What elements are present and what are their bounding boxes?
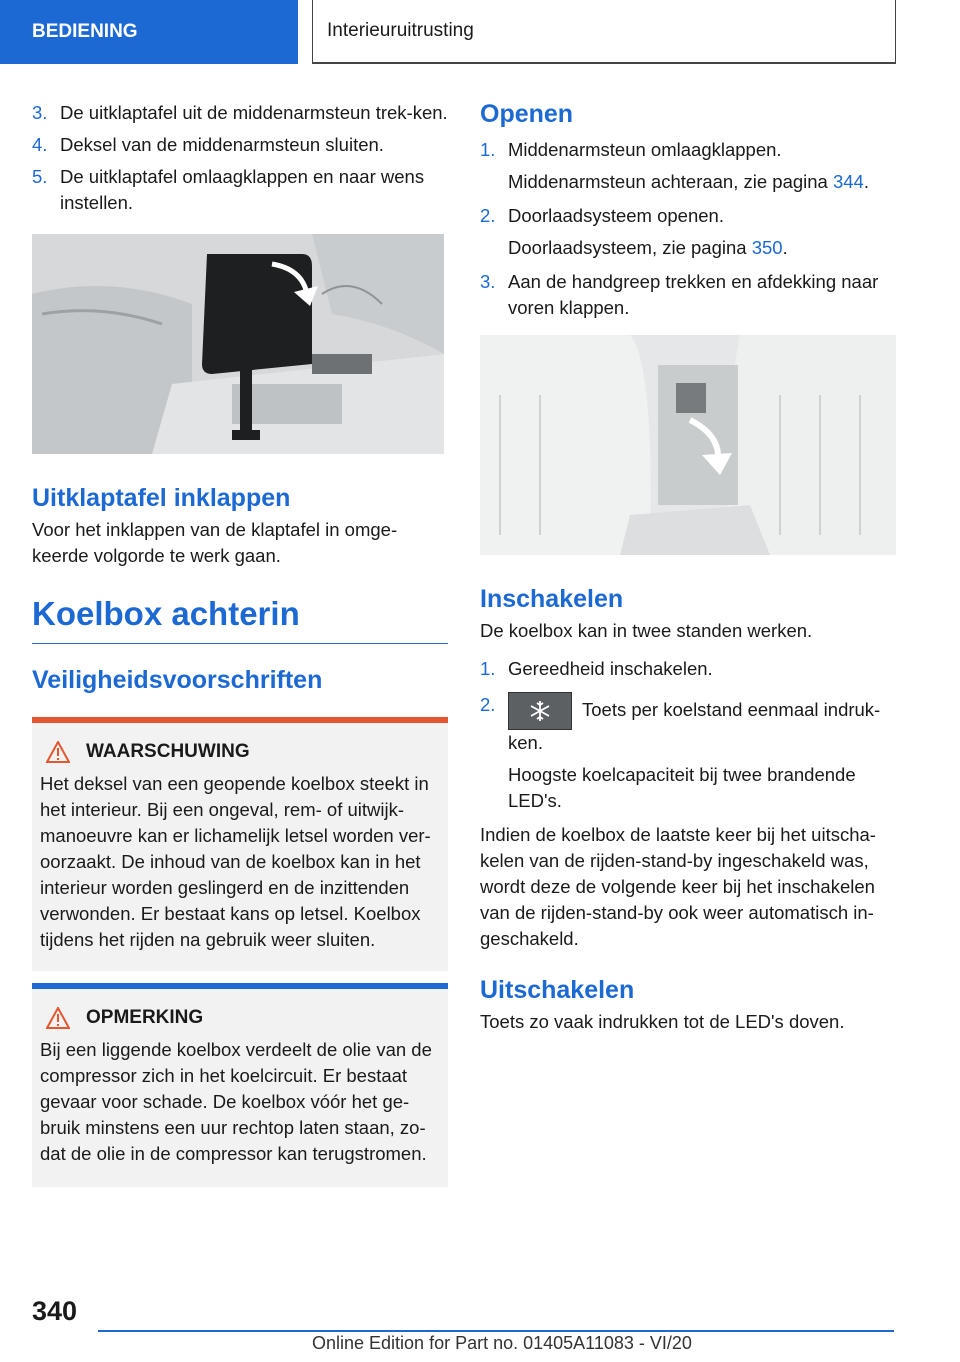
warning-title-text: WAARSCHUWING bbox=[86, 741, 250, 762]
step-text: Doorlaadsysteem openen. bbox=[508, 205, 724, 226]
notice-icon bbox=[46, 1007, 70, 1029]
step-number: 2. bbox=[480, 205, 496, 226]
right-column bbox=[480, 100, 896, 1035]
step-number: 3. bbox=[480, 271, 496, 292]
warning-title bbox=[40, 741, 440, 763]
edition-text: Online Edition for Part no. 01405A11083 - VI/20 bbox=[312, 1333, 692, 1353]
warning-icon bbox=[46, 741, 70, 763]
step-note: Hoogste koelcapaciteit bij twee brandende LED's. bbox=[508, 764, 856, 811]
fold-text: Voor het inklappen van de klaptafel in omge-keerde volgorde te werk gaan. bbox=[32, 519, 398, 566]
off-heading: Uitschakelen bbox=[480, 976, 635, 1004]
on-heading: Inschakelen bbox=[480, 585, 624, 613]
step-text: De uitklaptafel uit de middenarmsteun trek-ken. bbox=[60, 102, 448, 123]
footer-divider bbox=[98, 1330, 894, 1332]
pass-through-illustration bbox=[480, 335, 896, 555]
list-item bbox=[32, 100, 448, 126]
on-text: De koelbox kan in twee standen werken. bbox=[480, 620, 813, 641]
warning-text: Het deksel van een geopende koelbox steekt in het interieur. Bij een ongeval, rem- of uitwijk-manoeuvre kan er lichamelijk letsel worden ver-oorzaakt. De inhoud van de koelbox kan in het interieur worden geslingerd en de inzittenden verwonden. Er bestaat kans op letsel. Koelbox tijdens het rijden na gebruik weer sluiten. bbox=[40, 773, 431, 950]
left-column bbox=[32, 100, 448, 1187]
step-text bbox=[508, 692, 896, 756]
page-link-344[interactable]: 344 bbox=[832, 171, 864, 192]
step-number: 1. bbox=[480, 139, 496, 160]
warning-box bbox=[32, 717, 448, 971]
fold-heading: Uitklaptafel inklappen bbox=[32, 484, 291, 512]
step-text-label: Toets per koelstand eenmaal indruk-ken. bbox=[508, 698, 881, 753]
step-text: Aan de handgreep trekken en afdekking naar voren klappen. bbox=[508, 271, 879, 318]
note-text: Bij een liggende koelbox verdeelt de olie van de compressor zich in het koelcircuit. Er bestaat gevaar voor schade. De koelbox vóór het ge-bruik minstens een uur rechtop laten staan, zo-dat de olie in de compressor kan terugstromen. bbox=[40, 1039, 432, 1164]
step-number: 5. bbox=[32, 166, 48, 187]
cross-reference-text: Doorlaadsysteem, zie pagina bbox=[508, 237, 752, 258]
cross-reference: Doorlaadsysteem, zie pagina 350. bbox=[508, 237, 788, 258]
list-item bbox=[480, 692, 896, 756]
step-text: De uitklaptafel omlaagklappen en naar wens instellen. bbox=[60, 166, 425, 213]
section-tab: BEDIENING bbox=[0, 0, 298, 64]
list-item bbox=[480, 656, 896, 682]
list-item bbox=[480, 137, 896, 163]
step-text: Middenarmsteun omlaagklappen. bbox=[508, 139, 782, 160]
step-number: 2. bbox=[480, 694, 496, 715]
open-heading: Openen bbox=[480, 100, 574, 128]
cross-reference-text: Middenarmsteun achteraan, zie pagina bbox=[508, 171, 833, 192]
on-paragraph: Indien de koelbox de laatste keer bij het uitscha-kelen van de rijden-stand-by ingeschakeld was, wordt deze de volgende keer bij het inschakelen van de rijden-stand-by ook weer automatisch in-geschakeld. bbox=[480, 824, 876, 949]
cooling-button[interactable] bbox=[508, 692, 572, 730]
cross-reference: Middenarmsteun achteraan, zie pagina 344. bbox=[508, 171, 869, 192]
chapter-title: Interieuruitrusting bbox=[312, 0, 896, 64]
step-number: 1. bbox=[480, 658, 496, 679]
list-item bbox=[480, 269, 896, 321]
armrest-table-illustration bbox=[32, 234, 444, 454]
off-text: Toets zo vaak indrukken tot de LED's doven. bbox=[480, 1011, 845, 1032]
note-title bbox=[40, 1007, 440, 1029]
list-item bbox=[480, 203, 896, 229]
safety-heading: Veiligheidsvoorschriften bbox=[32, 666, 323, 694]
note-box bbox=[32, 983, 448, 1187]
step-number: 4. bbox=[32, 134, 48, 155]
note-title-text: OPMERKING bbox=[86, 1007, 204, 1028]
step-number: 3. bbox=[32, 102, 48, 123]
list-item bbox=[32, 164, 448, 216]
list-item bbox=[32, 132, 448, 158]
page-number: 340 bbox=[32, 1296, 78, 1326]
step-text: Gereedheid inschakelen. bbox=[508, 658, 713, 679]
page-title: Koelbox achterin bbox=[32, 595, 448, 644]
page-link-350[interactable]: 350 bbox=[751, 237, 783, 258]
snowflake-icon bbox=[529, 700, 551, 722]
step-text: Deksel van de middenarmsteun sluiten. bbox=[60, 134, 384, 155]
